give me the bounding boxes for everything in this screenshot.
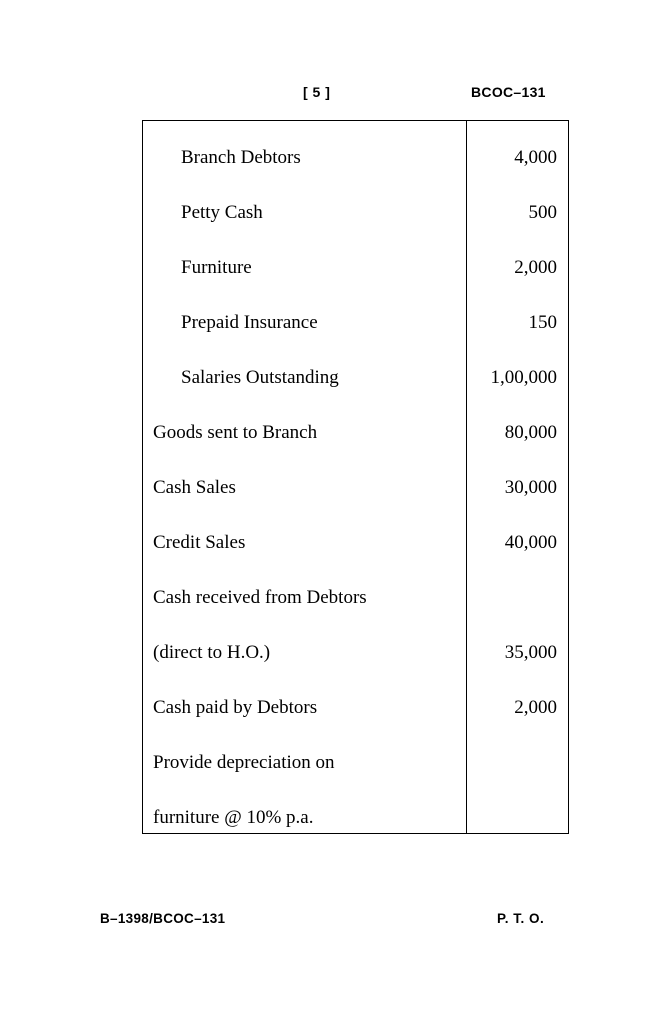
row-amount: 2,000 bbox=[514, 256, 557, 278]
page-header bbox=[0, 84, 663, 106]
trial-balance-table bbox=[142, 120, 569, 834]
row-amount: 80,000 bbox=[504, 421, 557, 443]
row-label: Goods sent to Branch bbox=[153, 421, 318, 443]
row-amount: 150 bbox=[528, 311, 557, 333]
row-amount: 4,000 bbox=[514, 146, 557, 168]
table-row bbox=[143, 460, 568, 515]
row-label: Cash received from Debtors bbox=[153, 586, 367, 608]
table-row bbox=[143, 350, 568, 405]
row-label: Branch Debtors bbox=[181, 146, 301, 168]
row-label: (direct to H.O.) bbox=[153, 641, 271, 663]
row-label: Salaries Outstanding bbox=[181, 366, 339, 388]
table-row bbox=[143, 570, 568, 625]
table-row bbox=[143, 295, 568, 350]
page-number: [ 5 ] bbox=[303, 84, 331, 100]
row-label: Petty Cash bbox=[181, 201, 263, 223]
row-amount: 1,00,000 bbox=[490, 366, 557, 388]
table-row bbox=[143, 735, 568, 790]
table-rows bbox=[143, 121, 568, 845]
table-row bbox=[143, 515, 568, 570]
row-label: Prepaid Insurance bbox=[181, 311, 318, 333]
row-amount: 30,000 bbox=[504, 476, 557, 498]
row-label: Cash paid by Debtors bbox=[153, 696, 318, 718]
row-amount: 500 bbox=[528, 201, 557, 223]
table-row bbox=[143, 405, 568, 460]
footer-turn-over: P. T. O. bbox=[497, 911, 545, 926]
row-label: Credit Sales bbox=[153, 531, 246, 553]
paper-code: BCOC–131 bbox=[471, 84, 546, 100]
row-amount: 2,000 bbox=[514, 696, 557, 718]
row-amount: 40,000 bbox=[504, 531, 557, 553]
table-row bbox=[143, 130, 568, 185]
table-row bbox=[143, 625, 568, 680]
table-row bbox=[143, 790, 568, 845]
page-footer bbox=[0, 911, 663, 933]
table-row bbox=[143, 680, 568, 735]
row-label: Furniture bbox=[181, 256, 252, 278]
row-label: furniture @ 10% p.a. bbox=[153, 806, 314, 828]
row-amount: 35,000 bbox=[504, 641, 557, 663]
row-label: Provide depreciation on bbox=[153, 751, 335, 773]
table-row bbox=[143, 240, 568, 295]
row-label: Cash Sales bbox=[153, 476, 236, 498]
footer-paper-reference: B–1398/BCOC–131 bbox=[100, 911, 226, 926]
table-row bbox=[143, 185, 568, 240]
